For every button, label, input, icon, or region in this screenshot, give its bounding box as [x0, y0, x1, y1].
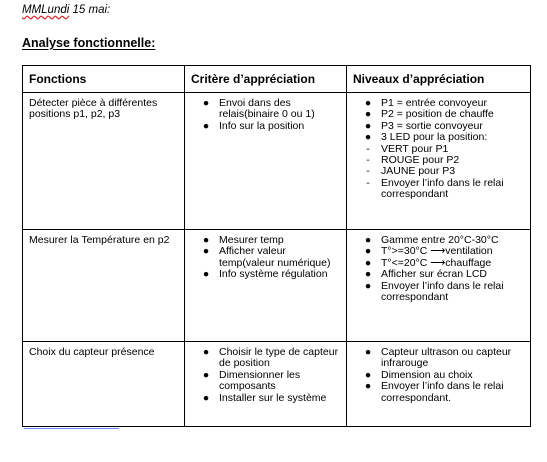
list-item-text: Info système régulation — [219, 268, 328, 281]
list-item-text: Dimensionner les composants — [219, 368, 301, 393]
list-item — [191, 393, 341, 404]
levels-list — [353, 235, 525, 303]
list-item — [191, 269, 341, 280]
bullet-mark: ● — [202, 119, 210, 132]
list-item — [353, 178, 525, 201]
criteria-cell — [185, 230, 347, 342]
list-item-text: JAUNE pour P3 — [381, 165, 456, 178]
criteria-cell — [185, 93, 347, 230]
list-item — [191, 121, 341, 132]
bullet-mark: ● — [364, 368, 372, 381]
column-header-levels: Niveaux d’appréciation — [347, 66, 531, 93]
bullet-mark: ● — [364, 119, 372, 132]
dash-mark: - — [366, 176, 370, 189]
bullet-mark: ● — [364, 256, 372, 269]
list-item-text: Afficher valeur temp(valeur numérique) — [219, 245, 331, 269]
list-item-text: Afficher sur écran LCD — [381, 268, 488, 281]
table-row — [23, 342, 531, 427]
levels-list — [353, 98, 525, 201]
list-item-text: Dimension au choix — [381, 368, 473, 381]
list-item-text: P1 = entrée convoyeur — [381, 97, 487, 109]
section-title: Analyse fonctionnelle: — [22, 36, 156, 50]
table-row — [23, 93, 531, 230]
table-header-row — [23, 66, 531, 93]
list-item-text: Envoyer l’info dans le relai correspondant. — [381, 380, 504, 404]
criteria-cell — [185, 342, 347, 427]
levels-list — [353, 347, 525, 404]
list-item-text: Mesurer temp — [219, 234, 284, 246]
bullet-mark: ● — [202, 245, 210, 258]
list-item — [191, 246, 341, 269]
bullet-mark: ● — [364, 279, 372, 292]
document-header — [22, 4, 110, 16]
bullet-mark: ● — [202, 97, 210, 109]
criteria-list — [191, 98, 341, 132]
author-name: MMLundi — [22, 4, 70, 16]
list-item-text: Envoi dans des relais(binaire 0 ou 1) — [219, 97, 315, 121]
bullet-mark: ● — [202, 346, 210, 358]
function-cell: Choix du capteur présence — [23, 342, 185, 427]
bullet-mark: ● — [202, 368, 210, 381]
list-item-text: Envoyer l’info dans le relai correspondant — [381, 176, 504, 201]
column-header-criteria: Critère d’appréciation — [185, 66, 347, 93]
list-item-text: P2 = position de chauffe — [381, 108, 494, 121]
bullet-mark: ● — [364, 234, 372, 246]
list-item — [353, 281, 525, 304]
list-item-text: Info sur la position — [219, 119, 305, 132]
footer-link-residue — [22, 426, 119, 431]
criteria-list — [191, 235, 341, 281]
function-cell: Détecter pièce à différentes positions p1, p2, p3 — [23, 93, 185, 230]
bullet-mark: ● — [202, 234, 210, 246]
list-item-text: Choisir le type de capteur de position — [219, 346, 339, 370]
header-date: 15 mai: — [69, 4, 111, 16]
bullet-mark: ● — [202, 391, 210, 404]
criteria-list — [191, 347, 341, 404]
list-item — [191, 347, 341, 370]
faded-link-line — [24, 428, 119, 429]
list-item-text: Installer sur le système — [219, 391, 327, 404]
list-item-text: ROUGE pour P2 — [381, 154, 460, 167]
list-item — [191, 370, 341, 393]
list-item — [353, 347, 525, 370]
column-header-functions: Fonctions — [23, 66, 185, 93]
levels-cell — [347, 93, 531, 230]
levels-cell — [347, 342, 531, 427]
list-item-text: T°<=20°C ⟶chauffage — [381, 256, 492, 269]
bullet-mark: ● — [202, 268, 210, 281]
bullet-mark: ● — [364, 131, 372, 144]
list-item-text: Capteur ultrason ou capteur infrarouge — [381, 346, 512, 370]
dash-mark: - — [366, 165, 370, 178]
bullet-mark: ● — [364, 380, 372, 393]
bullet-mark: ● — [364, 245, 372, 258]
list-item — [353, 381, 525, 404]
list-item-text: P3 = sortie convoyeur — [381, 119, 483, 132]
list-item-text: T°>=30°C ⟶ventilation — [381, 245, 493, 258]
function-cell: Mesurer la Température en p2 — [23, 230, 185, 342]
dash-mark: - — [366, 154, 370, 167]
list-item-text: Envoyer l’info dans le relai correspondant — [381, 279, 504, 304]
bullet-mark: ● — [364, 108, 372, 121]
functional-analysis-table — [22, 65, 531, 427]
list-item-text: VERT pour P1 — [381, 142, 449, 155]
table-row — [23, 230, 531, 342]
bullet-mark: ● — [364, 97, 372, 109]
bullet-mark: ● — [364, 268, 372, 281]
list-item-text: 3 LED pour la position: — [381, 131, 488, 144]
dash-mark: - — [366, 142, 370, 155]
list-item — [191, 98, 341, 121]
bullet-mark: ● — [364, 346, 372, 358]
list-item-text: Gamme entre 20°C-30°C — [381, 234, 499, 246]
levels-cell — [347, 230, 531, 342]
